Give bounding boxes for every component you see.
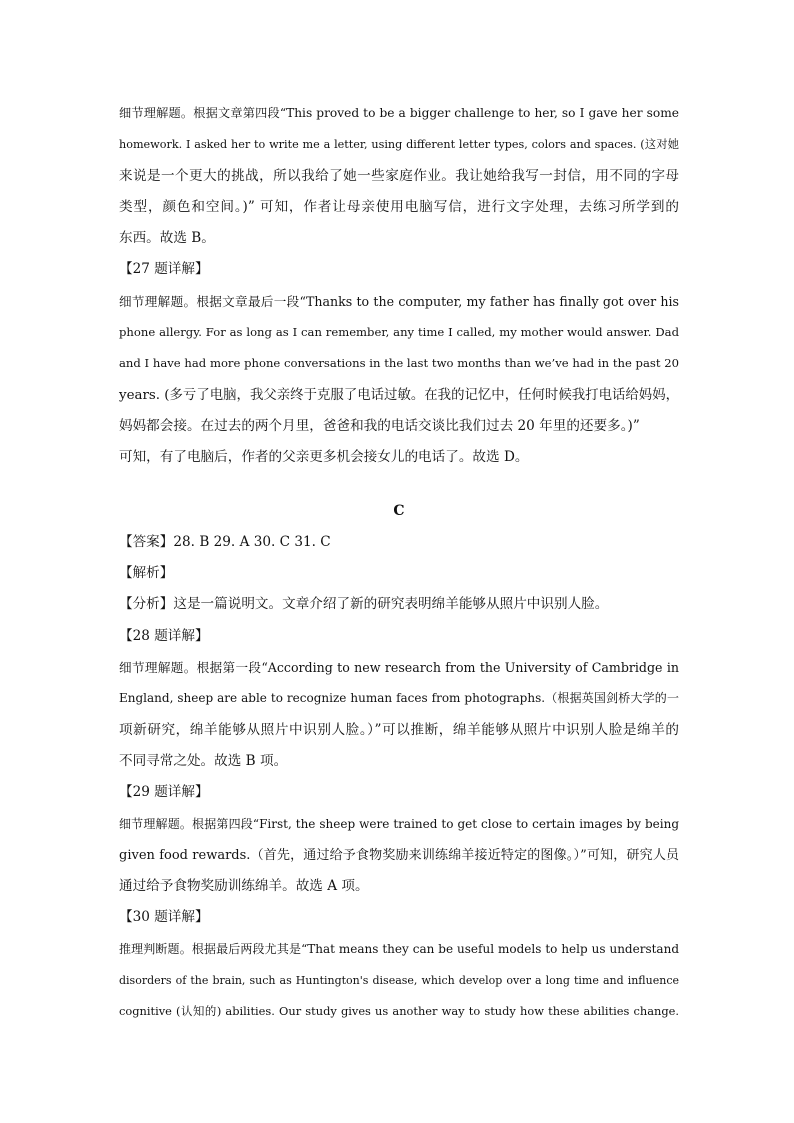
paragraph-line: 细节理解题。根据文章第四段“This proved to be a bigger challenge to her, so I gave her some (119, 106, 679, 120)
question-heading-29: 【29 题详解】 (119, 784, 209, 801)
paragraph-line: cognitive (认知的) abilities. Our study gives us another way to study how these abilities change. (119, 1004, 679, 1019)
paragraph-line: and I have had more phone conversations in the last two months than we’ve had in the past 20 (119, 356, 679, 371)
summary-line: 【分析】这是一篇说明文。文章介绍了新的研究表明绵羊能够从照片中识别人脸。 (119, 596, 609, 613)
paragraph-line: England, sheep are able to recognize human faces from photographs.（根据英国剑桥大学的一 (119, 691, 679, 706)
paragraph-line: 来说是一个更大的挑战，所以我给了她一些家庭作业。我让她给我写一封信，用不同的字母 (119, 167, 679, 184)
paragraph-line: years. (多亏了电脑，我父亲终于克服了电话过敏。在我的记忆中，任何时候我打电话给妈妈， (119, 387, 679, 403)
paragraph-line: 通过给予食物奖励训练绵羊。故选 A 项。 (119, 878, 369, 895)
paragraph-line: homework. I asked her to write me a letter, using different letter types, colors and spaces. (这对她 (119, 138, 679, 152)
question-heading-28: 【28 题详解】 (119, 627, 209, 644)
answer-line: 【答案】28. B 29. A 30. C 31. C (119, 533, 331, 550)
paragraph-line: 类型，颜色和空间。)” 可知，作者让母亲使用电脑写信，进行文字处理，去练习所学到的 (119, 198, 679, 215)
paragraph-line: 东西。故选 B。 (119, 230, 215, 247)
paragraph-line: 细节理解题。根据第四段“First, the sheep were trained to get close to certain images by being (119, 816, 679, 831)
paragraph-line: 细节理解题。根据第一段“According to new research from the University of Cambridge in (119, 660, 679, 676)
paragraph-line: 妈妈都会接。在过去的两个月里，爸爸和我的电话交谈比我们过去 20 年里的还要多。)” (119, 417, 640, 434)
paragraph-line: phone allergy. For as long as I can remember, any time I called, my mother would answer. Dad (119, 325, 679, 340)
document-content (119, 98, 679, 1028)
paragraph-line: 推理判断题。根据最后两段尤其是“That means they can be useful models to help us understand (119, 941, 679, 956)
paragraph-line: given food rewards.（首先，通过给予食物奖励来训练绵羊接近特定的图像。）”可知，研究人员 (119, 847, 679, 863)
section-letter: C (393, 502, 405, 519)
question-heading-27: 【27 题详解】 (119, 261, 209, 278)
paragraph-line: 可知，有了电脑后，作者的父亲更多机会接女儿的电话了。故选 D。 (119, 449, 529, 466)
paragraph-line: 项新研究，绵羊能够从照片中识别人脸。）”可以推断，绵羊能够从照片中识别人脸是绵羊的 (119, 721, 679, 738)
paragraph-line: disorders of the brain, such as Huntington's disease, which develop over a long time and influence (119, 974, 679, 988)
question-heading-30: 【30 题详解】 (119, 909, 209, 926)
paragraph-line: 不同寻常之处。故选 B 项。 (119, 752, 288, 769)
analysis-heading: 【解析】 (119, 565, 174, 582)
paragraph-line: 细节理解题。根据文章最后一段“Thanks to the computer, my father has finally got over his (119, 293, 679, 309)
